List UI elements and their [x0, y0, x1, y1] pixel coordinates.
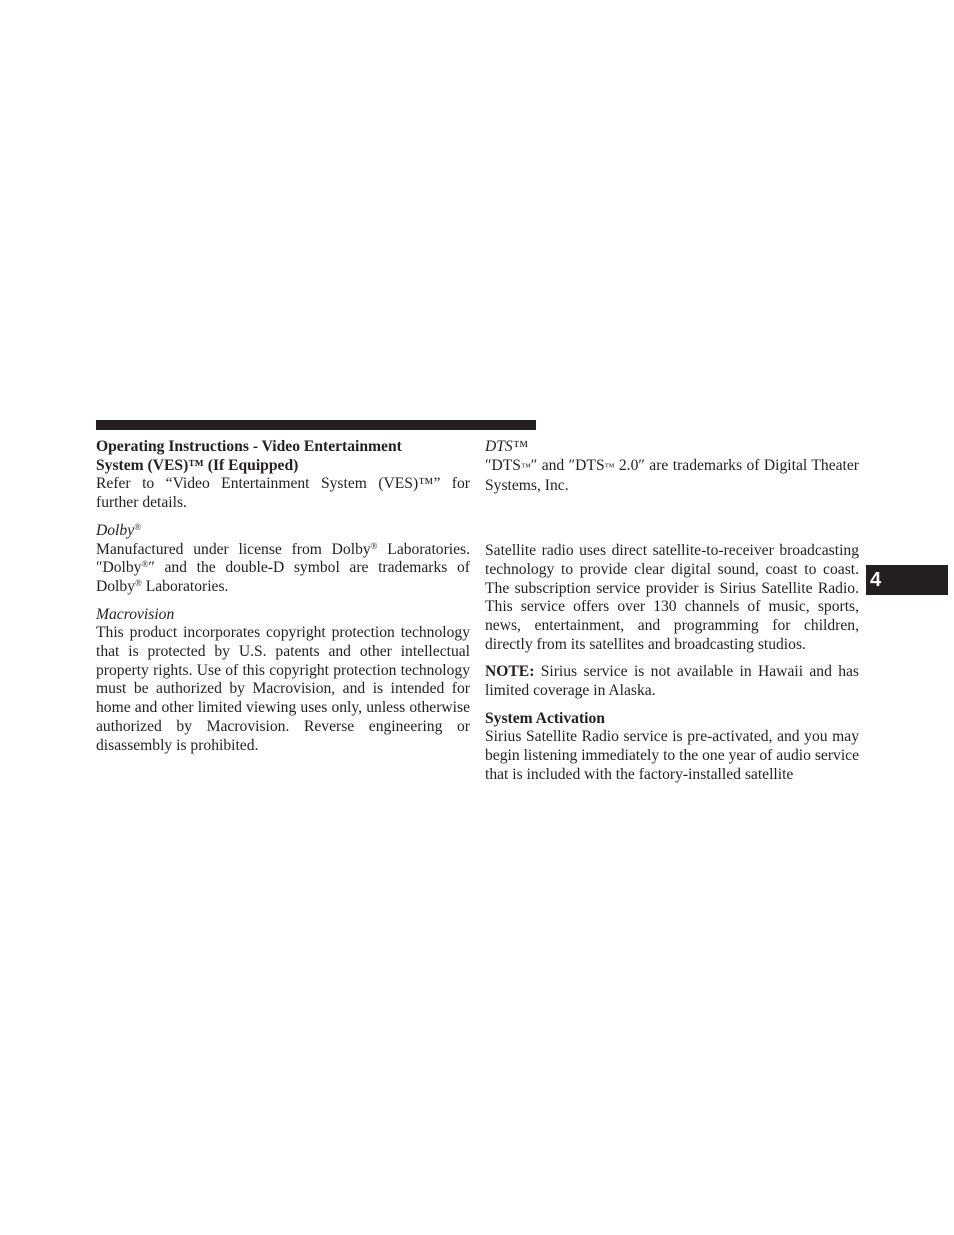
- section-divider-bar: [96, 420, 536, 430]
- macrovision-paragraph: This product incorporates copyright protection technology that is protected by U.S. patents and other intellectual property rights. Use of this copyright protection technology must be authorized by Macrovision, and is intended for home and other limited viewing uses only, unless otherwise authorized by Macrovision. Reverse engineering or disassembly is prohibited.: [96, 624, 470, 754]
- chapter-tab: [866, 565, 948, 595]
- ves-heading-line2: System (VES)™ (If Equipped): [96, 456, 299, 474]
- dts-text-c: 2.0″ are trademarks of Digital Theater Systems, Inc.: [485, 456, 859, 495]
- dolby-text-d: Laboratories.: [141, 577, 229, 595]
- left-column: [96, 438, 470, 755]
- chapter-number: 4: [870, 569, 882, 591]
- macrovision-heading: Macrovision: [96, 605, 175, 623]
- system-activation-paragraph: Sirius Satellite Radio service is pre-activated, and you may begin listening immediately to the one year of audio service that is included with the factory-installed satellite: [485, 728, 859, 783]
- registered-mark: ®: [134, 577, 142, 588]
- satellite-radio-paragraph: Satellite radio uses direct satellite-to-receiver broadcasting technology to provide clear digital sound, coast to coast. The subscription service provider is Sirius Satellite Radio. This service offers over 130 channels of music, sports, news, entertainment, and programming for children, directly from its satellites and broadcasting studios.: [485, 542, 859, 653]
- dolby-paragraph: [96, 541, 470, 597]
- ves-heading: [96, 438, 470, 475]
- dts-text-a: ″DTS: [485, 456, 521, 474]
- note-paragraph: [485, 663, 859, 700]
- ves-heading-line1: Operating Instructions - Video Entertainment: [96, 438, 402, 455]
- dolby-text-a: Manufactured under license from Dolby: [96, 540, 371, 558]
- note-text: Sirius service is not available in Hawaii and has limited coverage in Alaska.: [485, 663, 859, 700]
- note-label: NOTE:: [485, 663, 535, 681]
- dts-paragraph: [485, 457, 859, 496]
- right-column: [485, 438, 859, 785]
- dts-text-b: ″ and ″DTS: [530, 456, 605, 474]
- registered-mark: ®: [134, 521, 141, 532]
- dolby-heading-text: Dolby: [96, 521, 135, 539]
- registered-mark: ®: [141, 559, 149, 570]
- dolby-heading: [96, 522, 470, 541]
- system-activation-heading: System Activation: [485, 709, 605, 727]
- dts-heading: DTS™: [485, 438, 529, 455]
- ves-paragraph: Refer to “Video Entertainment System (VES)™” for further details.: [96, 475, 470, 512]
- dolby-text-c: ″ and the double-D symbol are trademarks of Dolby: [96, 559, 470, 595]
- tm-mark: ™: [604, 461, 615, 473]
- registered-mark: ®: [370, 540, 378, 551]
- tm-mark: ™: [520, 461, 531, 473]
- dolby-text-b: Laboratories. ″Dolby: [96, 540, 470, 577]
